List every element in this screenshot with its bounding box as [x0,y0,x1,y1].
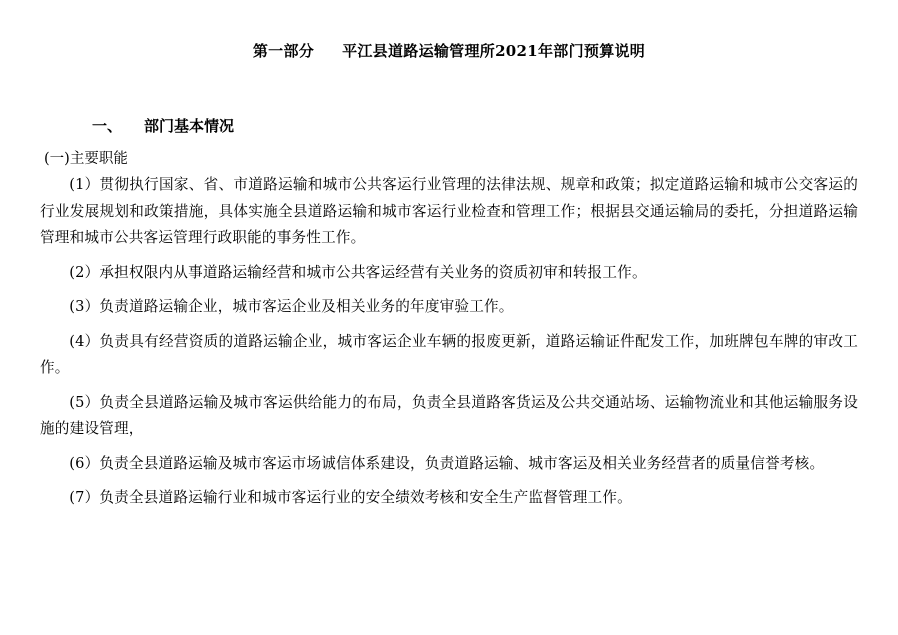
document-title [0,40,898,61]
paragraph-6: (6）负责全县道路运输及城市客运市场诚信体系建设，负责道路运输、城市客运及相关业务经营者的质量信誉考核。 [69,454,825,472]
section-heading-text: 部门基本情况 [144,117,235,135]
paragraph-2: (2）承担权限内从事道路运输经营和城市公共客运经营有关业务的资质初审和转报工作。 [69,263,647,281]
paragraph-3: (3）负责道路运输企业，城市客运企业及相关业务的年度审验工作。 [69,298,514,315]
paragraph-1: (1）贯彻执行国家、省、市道路运输和城市公共客运行业管理的法律法规、规章和政策；拟定道路运输和城市公交客运的行业发展规划和政策措施，具体实施全县道路运输和城市客运行业检查和管理工作；根据县交通运输局的委托，分担道路运输管理和城市公共客运管理行政职能的事务性工作。 [40,176,858,246]
paragraph-5: (5）负责全县道路运输及城市客运供给能力的布局，负责全县道路客货运及公共交通站场、运输物流业和其他运输服务设施的建设管理， [40,393,858,437]
paragraph-4: (4）负责具有经营资质的道路运输企业，城市客运企业车辆的报废更新，道路运输证件配发工作，加班牌包车牌的审改工作。 [40,332,858,376]
section-heading [92,115,234,136]
subsection-heading: (一)主要职能 [44,151,128,167]
section-number: 一、 [92,117,123,135]
body-text [40,172,858,520]
paragraph-7: (7）负责全县道路运输行业和城市客运行业的安全绩效考核和安全生产监督管理工作。 [69,489,632,506]
title-part-label: 第一部分 [252,42,315,60]
title-text: 平江县道路运输管理所2021年部门预算说明 [342,42,646,60]
